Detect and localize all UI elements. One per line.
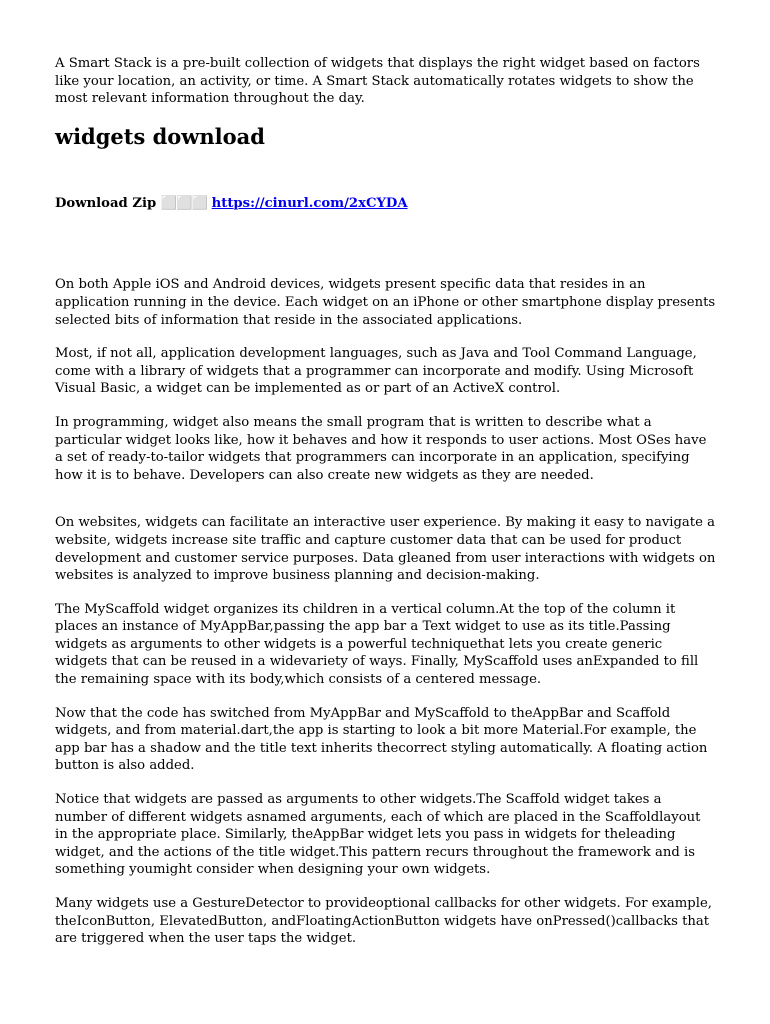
download-line [55, 195, 717, 213]
body-paragraph: The MyScaffold widget organizes its children in a vertical column.At the top of the column it places an instance of MyAppBar,passing the app bar a Text widget to use as its title.Passing widgets as arguments to other widgets is a powerful techniquethat lets you create generic widgets that can be reused in a widevariety of ways. Finally, MyScaffold uses anExpanded to fill the remaining space with its body,which consists of a centered message. [55, 601, 699, 688]
body-paragraph: On websites, widgets can facilitate an interactive user experience. By making it easy to navigate a website, widgets increase site traffic and capture customer data that can be used for product development and customer service purposes. Data gleaned from user interactions with widgets on websites is analyzed to improve business planning and decision-making. [55, 515, 716, 584]
body-paragraph: Many widgets use a GestureDetector to provideoptional callbacks for other widgets. For example, theIconButton, ElevatedButton, andFloatingActionButton widgets have onPressed()callbacks that are triggered when the user taps the widget. [55, 896, 712, 947]
download-label: Download Zip [55, 195, 157, 211]
body-paragraph: Notice that widgets are passed as arguments to other widgets.The Scaffold widget takes a number of different widgets asnamed arguments, each of which are placed in the Scaffoldlayout in the appropriate place. Similarly, theAppBar widget lets you pass in widgets for theleading widget, and the actions of the title widget.This pattern recurs throughout the framework and is something youmight consider when designing your own widgets. [55, 792, 701, 878]
body-paragraph: Now that the code has switched from MyAppBar and MyScaffold to theAppBar and Scaffold widgets, and from material.dart,the app is starting to look a bit more Material.For example, the app bar has a shadow and the title text inherits thecorrect styling automatically. A floating action button is also added. [55, 705, 708, 774]
arrow-glyphs-icon: ⬜⬜⬜ [160, 195, 208, 211]
page-title: widgets download [55, 123, 265, 149]
body-paragraph: Most, if not all, application development languages, such as Java and Tool Command Language, come with a library of widgets that a programmer can incorporate and modify. Using Microsoft Visual Basic, a widget can be implemented as or part of an ActiveX control. [55, 346, 697, 397]
document-page [55, 55, 717, 964]
body-paragraph: On both Apple iOS and Android devices, widgets present specific data that resides in an application running in the device. Each widget on an iPhone or other smartphone display presents selected bits of information that reside in the associated applications. [55, 277, 716, 328]
download-link[interactable]: https://cinurl.com/2xCYDA [211, 195, 408, 211]
intro-paragraph: A Smart Stack is a pre-built collection of widgets that displays the right widget based on factors like your location, an activity, or time. A Smart Stack automatically rotates widgets to show the most relevant information throughout the day. [55, 56, 700, 107]
body-paragraph: In programming, widget also means the small program that is written to describe what a particular widget looks like, how it behaves and how it responds to user actions. Most OSes have a set of ready-to-tailor widgets that programmers can incorporate in an application, specifying how it is to behave. Developers can also create new widgets as they are needed. [55, 414, 707, 483]
